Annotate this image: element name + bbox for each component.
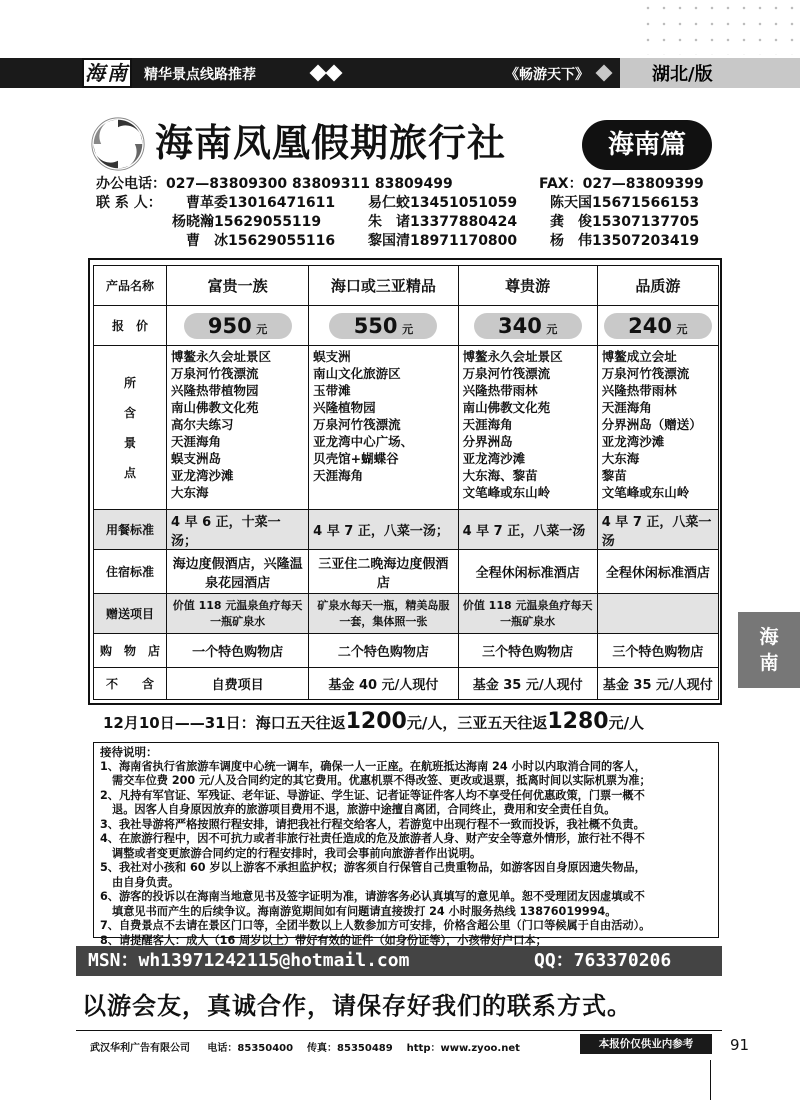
- table-row: [94, 550, 719, 594]
- notes-line: 7、自费景点不去请在景区门口等，全团半数以上人数参加方可安排，价格含超公里（门口等候属于自由活动）。: [100, 919, 651, 932]
- contact-person: 曹革委13016471611: [186, 195, 336, 211]
- contact-person: 朱 诸13377880424: [368, 214, 518, 230]
- spot-item: 玉带滩: [313, 383, 351, 398]
- spot-item: 南山佛教文化苑: [462, 400, 551, 415]
- contact-person: 曹 冰15629055116: [186, 233, 336, 249]
- spot-item: 文笔峰或东山岭: [462, 485, 551, 500]
- gift-cell: 价值 118 元温泉鱼疗每天一瓶矿泉水: [458, 594, 597, 634]
- spot-item: 兴隆热带植物园: [171, 383, 259, 398]
- fax-number: FAX：027—83809399: [539, 176, 704, 192]
- exclude-cell: 基金 35 元/人现付: [458, 668, 597, 700]
- row-label-hotel: 住宿标准: [94, 550, 167, 594]
- spot-item: 高尔夫练习: [171, 417, 234, 432]
- spot-item: 南山文化旅游区: [313, 366, 401, 381]
- spot-item: 蜈支洲: [313, 349, 351, 364]
- side-tab: [738, 612, 800, 688]
- gift-cell: 价值 118 元温泉鱼疗每天一瓶矿泉水: [167, 594, 309, 634]
- spot-item: 黎苗: [601, 468, 627, 483]
- agency-name: 海南凤凰假期旅行社: [155, 120, 507, 165]
- contact-person: 杨 伟13507203419: [550, 233, 700, 249]
- price-pill: [184, 313, 292, 339]
- contact-person: 陈天国15671566153: [550, 195, 700, 211]
- hotel-cell: 全程休闲标准酒店: [597, 550, 718, 594]
- price-unit: 元: [676, 322, 688, 336]
- product-name: 富贵一族: [167, 266, 309, 306]
- meals-cell: 4 早 7 正，八菜一汤: [597, 510, 718, 550]
- notes-line: 2、凡持有军官证、军残证、老年证、导游证、学生证、记者证等证件客人均不享受任何优惠政策，门票一概不: [100, 788, 645, 802]
- spot-item: 天涯海角: [313, 468, 364, 483]
- contact-label: 联 系 人：: [96, 195, 162, 211]
- shop-cell: 一个特色购物店: [167, 634, 309, 668]
- table-row: [94, 306, 719, 346]
- notes-line: 退。因客人自身原因放弃的旅游项目费用不退，旅游中途擅自离团，合同终止，费用和安全责任自负。: [112, 803, 616, 816]
- product-name: 海口或三亚精品: [309, 266, 458, 306]
- row-label-price: 报 价: [94, 306, 167, 346]
- promo-price: 1280: [547, 709, 609, 734]
- side-tab-char: 海: [759, 626, 779, 648]
- spots-label-char: 所: [123, 375, 136, 390]
- contact-person: 杨晓瀚15629055119: [172, 214, 322, 230]
- price-pill: [329, 313, 437, 339]
- footer-divider: [76, 1030, 722, 1031]
- shop-cell: 三个特色购物店: [458, 634, 597, 668]
- spot-item: 天涯海角: [171, 434, 222, 449]
- spot-item: 蜈支洲岛: [171, 451, 222, 466]
- price-cell: [167, 306, 309, 346]
- footer-vertical-line: [710, 1060, 711, 1100]
- hainan-badge: 海南篇: [582, 120, 712, 170]
- edition-label: 湖北/版: [652, 64, 713, 85]
- dot-pattern: [640, 0, 800, 55]
- notes-line: 1、海南省执行省旅游车调度中心统一调车，确保一人一正座。在航班抵达海南 24 小时以内取消合同的客人，: [100, 759, 646, 773]
- slogan: 以游会友，真诚合作，请保存好我们的联系方式。: [82, 991, 632, 1020]
- price-cell: [458, 306, 597, 346]
- table-row: [94, 668, 719, 700]
- row-label-exclude: 不 含: [94, 668, 167, 700]
- promo-text: 元/人，三亚五天往返: [406, 714, 548, 732]
- product-name: 尊贵游: [458, 266, 597, 306]
- notes-line: 3、我社导游将严格按照行程安排，请把我社行程交给客人，若游览中出现行程不一致而投诉，我社概不负责。: [100, 817, 645, 831]
- spot-item: 大东海: [171, 485, 209, 500]
- notes-line: 由自身负责。: [112, 875, 180, 889]
- spots-list: [167, 346, 309, 510]
- reference-note: 本报价仅供业内参考: [580, 1034, 712, 1054]
- contact-person: 黎国清18971170800: [368, 233, 518, 249]
- price-value: 340: [497, 313, 542, 338]
- spot-item: 兴隆热带雨林: [462, 383, 538, 398]
- spot-item: 大东海、黎苗: [462, 468, 538, 483]
- spot-item: 亚龙湾中心广场、: [313, 434, 414, 449]
- spots-label-char: 景: [123, 435, 136, 450]
- spots-list: [309, 346, 458, 510]
- spot-item: 亚龙湾沙滩: [601, 434, 665, 449]
- price-unit: 元: [546, 322, 558, 336]
- spots-label-char: 含: [123, 405, 136, 420]
- footer-phone: 电话：85350400: [207, 1043, 294, 1054]
- spot-item: 万泉河竹筏漂流: [171, 366, 259, 381]
- footer-company: 武汉华利广告有限公司: [90, 1043, 190, 1054]
- table-row: [94, 634, 719, 668]
- spot-item: 大东海: [601, 451, 640, 466]
- section-title: 《畅游天下》: [505, 67, 589, 83]
- msn-contact: MSN：wh13971242115@hotmail.com: [88, 950, 410, 971]
- exclude-cell: 基金 35 元/人现付: [597, 668, 718, 700]
- notes-line: 需交车位费 200 元/人及合同约定的其它费用。优惠机票不得改签、更改或退票，抵离时间以实际机票为准；: [112, 774, 651, 787]
- spot-item: 文笔峰或东山岭: [601, 485, 690, 500]
- price-unit: 元: [256, 322, 268, 336]
- spots-list: [458, 346, 597, 510]
- price-pill: [474, 313, 582, 339]
- product-name: 品质游: [597, 266, 718, 306]
- spot-item: 分界洲岛（赠送）: [601, 417, 702, 432]
- notes-line: 8、请提醒客人：成人（16 周岁以上）带好有效的证件（如身份证等），小孩带好户口本；: [100, 933, 547, 947]
- hainan-logo: 海南: [82, 58, 132, 88]
- contact-person: 龚 俊15307137705: [550, 214, 700, 230]
- table-row: [94, 594, 719, 634]
- gift-cell: 矿泉水每天一瓶，精美岛服一套，集体照一张: [309, 594, 458, 634]
- price-cell: [309, 306, 458, 346]
- price-pill: [604, 313, 712, 339]
- spot-item: 贝壳馆+蝴蝶谷: [313, 451, 399, 466]
- notes-title: 接待说明：: [100, 745, 158, 759]
- exclude-cell: 基金 40 元/人现付: [309, 668, 458, 700]
- office-label: 办公电话：: [96, 176, 166, 192]
- spot-item: 天涯海角: [601, 400, 652, 415]
- promo-price: 1200: [345, 709, 407, 734]
- meals-cell: 4 早 6 正，十菜一汤；: [167, 510, 309, 550]
- spot-item: 万泉河竹筏漂流: [462, 366, 551, 381]
- footer-info: [90, 1039, 520, 1054]
- promo-line: [103, 709, 644, 734]
- spot-item: 亚龙湾沙滩: [171, 468, 234, 483]
- spots-list: [597, 346, 718, 510]
- price-value: 950: [207, 313, 252, 338]
- shop-cell: 三个特色购物店: [597, 634, 718, 668]
- table-row: [94, 346, 719, 510]
- hotel-cell: 全程休闲标准酒店: [458, 550, 597, 594]
- row-label-meals: 用餐标准: [94, 510, 167, 550]
- footer-fax: 传真：85350489: [307, 1043, 393, 1054]
- reception-notes: [93, 742, 719, 947]
- table-row: [94, 266, 719, 306]
- row-label-gift: 赠送项目: [94, 594, 167, 634]
- tour-products-table: [93, 265, 719, 700]
- spot-item: 亚龙湾沙滩: [462, 451, 526, 466]
- msn-bar: [76, 946, 722, 976]
- spot-item: 万泉河竹筏漂流: [601, 366, 690, 381]
- footer-web: http：www.zyoo.net: [406, 1043, 520, 1054]
- notes-line: 调整或者变更旅游合同约定的行程安排时，我司会事前向旅游者作出说明。: [112, 846, 482, 860]
- spot-item: 博鳌永久会址景区: [171, 349, 272, 364]
- page-number: 91: [730, 1036, 750, 1054]
- row-label-spots: [94, 346, 167, 510]
- hotel-cell: 三亚住二晚海边度假酒店: [309, 550, 458, 594]
- promo-text: 12月10日——31日：海口五天往返: [103, 714, 346, 732]
- spot-item: 博鳌成立会址: [601, 349, 677, 364]
- row-label-product: 产品名称: [94, 266, 167, 306]
- qq-contact: QQ：763370206: [534, 950, 672, 971]
- office-phones: 027—83809300 83809311 83809499: [166, 176, 453, 192]
- side-tab-char: 南: [759, 652, 779, 674]
- table-row: [94, 510, 719, 550]
- spot-item: 兴隆热带雨林: [601, 383, 677, 398]
- notes-line: 5、我社对小孩和 60 岁以上游客不承担监护权；游客须自行保管自己贵重物品，如游客因自身原因遗失物品，: [100, 861, 646, 874]
- meals-cell: 4 早 7 正，八菜一汤；: [309, 510, 458, 550]
- notes-line: 4、在旅游行程中，因不可抗力或者非旅行社责任造成的危及旅游者人身、财产安全等意外情形，旅行社不得不: [100, 832, 645, 845]
- hotel-cell: 海边度假酒店，兴隆温泉花园酒店: [167, 550, 309, 594]
- price-value: 240: [628, 313, 673, 338]
- promo-text: 元/人: [608, 714, 645, 732]
- banner-subtitle: 精华景点线路推荐: [144, 67, 256, 83]
- spot-item: 南山佛教文化苑: [171, 400, 259, 415]
- exclude-cell: 自费项目: [167, 668, 309, 700]
- price-unit: 元: [402, 322, 414, 336]
- spot-item: 兴隆植物园: [313, 400, 376, 415]
- spots-label-char: 点: [123, 465, 136, 480]
- spot-item: 分界洲岛: [462, 434, 513, 449]
- price-cell: [597, 306, 718, 346]
- phoenix-swirl-logo-icon: [90, 116, 146, 172]
- gift-cell: [597, 594, 718, 634]
- meals-cell: 4 早 7 正，八菜一汤: [458, 510, 597, 550]
- price-value: 550: [353, 313, 398, 338]
- notes-line: 填意见书而产生的后续争议。海南游览期间如有问题请直接拨打 24 小时服务热线 13876019994。: [112, 904, 617, 918]
- spot-item: 万泉河竹筏漂流: [313, 417, 401, 432]
- spot-item: 博鳌永久会址景区: [462, 349, 563, 364]
- shop-cell: 二个特色购物店: [309, 634, 458, 668]
- notes-line: 6、游客的投诉以在海南当地意见书及签字证明为准，请游客务必认真填写的意见单。恕不受理团友因虚填或不: [100, 890, 645, 903]
- spot-item: 天涯海角: [462, 417, 513, 432]
- row-label-shop: 购 物 店: [94, 634, 167, 668]
- contact-person: 易仁蛟13451051059: [368, 195, 518, 211]
